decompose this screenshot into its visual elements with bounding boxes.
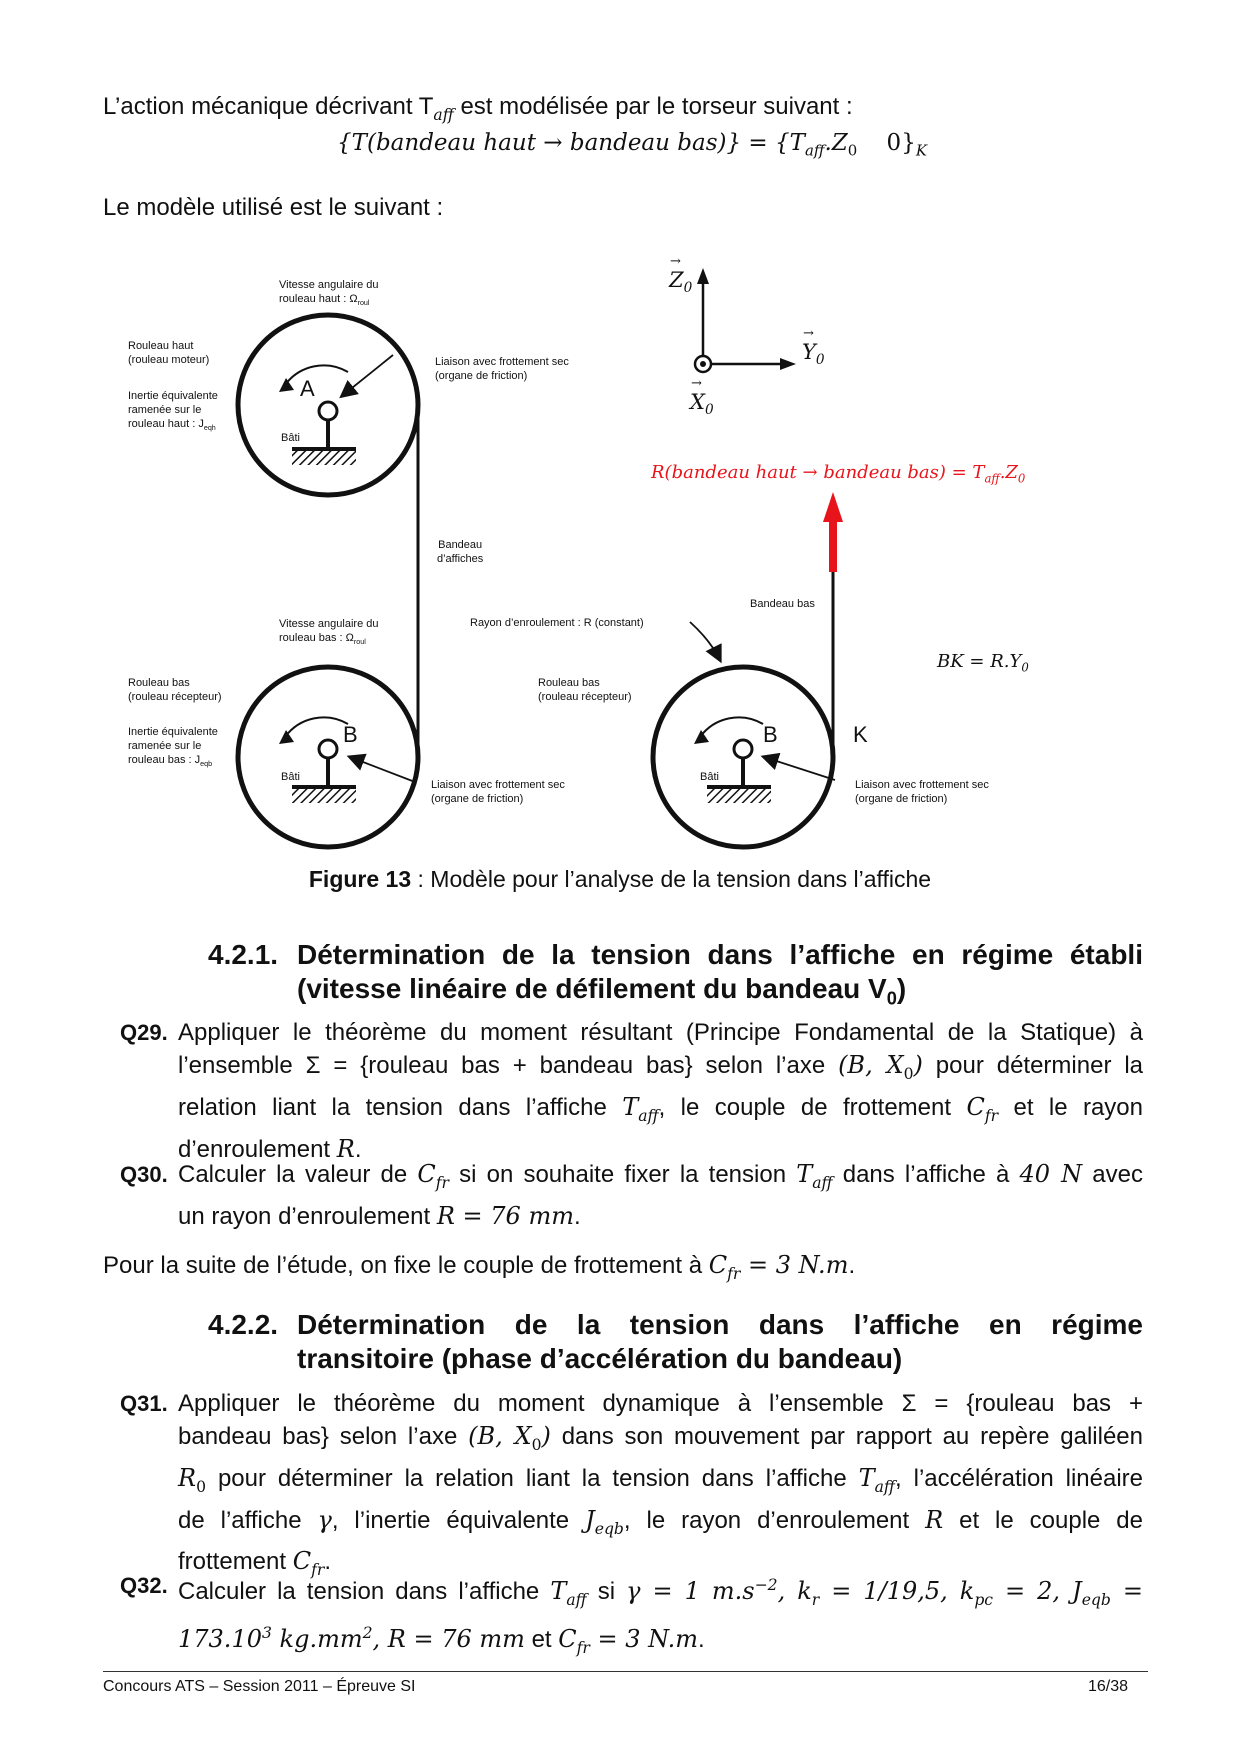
bati-right: Bâti <box>700 771 719 783</box>
torseur-equation: {T(bandeau haut → bandeau $bas)\} = \{T_{aff}.Z_0$ $0\}_K$ <box>337 130 927 160</box>
section-title-2b: transitoire (phase d’accélération du bandeau) <box>297 1343 903 1374</box>
bati-bas: Bâti <box>281 771 300 783</box>
footer-rule <box>103 1671 1148 1672</box>
q32-text: Calculer la tension dans l’affiche $T_{aff}$ si γ = 1 $m.s^{-2}$, $k_r = 1/19,5$, $k_{pc} = 2$, $J_{eqb}$ = $173.10^3$ $kg.mm^2$, R = 76 mm et $C_{fr} = 3$ N.m. <box>178 1576 1144 1657</box>
rayon-label: Rayon d’enroulement : R (constant) <box>470 617 644 629</box>
bati-hatch <box>292 451 356 465</box>
vit-haut-label: Vitesse angulaire du rouleau haut : $\Omega_{roul}$ <box>279 279 379 308</box>
point-k: K <box>853 722 868 747</box>
bandeau-label: Bandeau d’affiches <box>437 539 484 565</box>
section-number-1: 4.2.1. <box>208 939 279 970</box>
force-arrow-shaft <box>829 520 837 572</box>
rouleau-haut-label: Rouleau haut (rouleau moteur) <box>128 340 210 366</box>
bandeau-bas-label: Bandeau bas <box>750 598 815 610</box>
footer-left: Concours ATS – Session 2011 – Épreuve SI <box>103 1678 416 1695</box>
rouleau-bas-right-label: Rouleau bas (rouleau récepteur) <box>538 677 632 703</box>
intro-line: L’action mécanique décrivant $T_{aff}$ est modélisée par le torseur suivant : <box>103 93 853 124</box>
q30-text: Calculer la valeur de $C_{fr}$ si on souhaite fixer la tension $T_{aff}$ dans l’affiche à 40 N avec un rayon d’enroulement R = 76 mm. <box>178 1160 1143 1230</box>
axis-z-label: Z → $_0$ <box>669 254 693 297</box>
point-b-right: B <box>763 722 778 747</box>
model-line: Le modèle utilisé est le suivant : <box>103 194 444 221</box>
figure-caption: Figure 13 : Modèle pour l’analyse de la tension dans l’affiche <box>308 866 932 892</box>
rotation-arrow-haut <box>285 365 348 385</box>
bk-label: BK = $R.Y_0$ <box>937 651 1029 675</box>
force-arrow-head <box>823 492 843 522</box>
liaison-haut-label: Liaison avec frottement sec (organe de friction) <box>435 356 569 382</box>
q31-number: Q31. <box>120 1391 168 1416</box>
liaison-right-label: Liaison avec frottement sec (organe de friction) <box>855 779 989 805</box>
footer-page: 16/38 <box>1088 1678 1129 1695</box>
axis-x-label: X → $_0$ <box>690 376 714 419</box>
q29-number: Q29. <box>120 1020 168 1045</box>
suite-line: Pour la suite de l’étude, on fixe le couple de frottement à $C_{fr} = 3$ N.m. <box>103 1251 856 1283</box>
q32-number: Q32. <box>120 1573 168 1598</box>
inertie-bas-label: Inertie équivalente ramenée sur le rouleau bas : $J_{eqb}$ <box>128 726 218 769</box>
bati-haut: Bâti <box>281 432 300 444</box>
point-a: A <box>300 376 315 401</box>
q31-text: Appliquer le théorème du moment dynamique à l’ensemble Σ = {rouleau bas + bandeau bas} selon l’axe (B, $X_0$) dans son mouvement par rapport au repère galiléen $R_0$ pour déterminer la relation liant la tension dans l’affiche $T_{aff}$, l’accélération linéaire de l’affiche γ, l’inertie équivalente $J_{eqb}$, le rayon d’enroulement R et le couple de frottement $C_{fr}$. <box>178 1390 1144 1580</box>
pivot-b <box>319 740 337 758</box>
inertie-haut-label: Inertie équivalente ramenée sur le rouleau haut : $J_{eqh}$ <box>128 390 218 433</box>
pivot-a <box>319 402 337 420</box>
section-number-2: 4.2.2. <box>208 1309 279 1340</box>
axis-y-label: Y → $_0$ <box>802 326 825 369</box>
liaison-bas-label: Liaison avec frottement sec (organe de friction) <box>431 779 565 805</box>
section-title-1a: Détermination de la tension dans l’affiche en régime établi <box>297 939 1143 970</box>
point-b-left: B <box>343 722 358 747</box>
q29-text: Appliquer le théorème du moment résultant (Principe Fondamental de la Statique) à l’ensemble Σ = {rouleau bas + bandeau bas} selon l’axe (B, $X_0$) pour déterminer la relation liant la tension dans l’affiche $T_{aff}$, le couple de frottement $C_{fr}$ et le rayon d’enroulement R. <box>178 1019 1144 1163</box>
section-title-1b: (vitesse linéaire de défilement du bandeau $V_0$) <box>297 973 907 1009</box>
rouleau-bas-label: Rouleau bas (rouleau récepteur) <box>128 677 222 703</box>
force-label: R(bandeau haut → bandeau $bas) = T_{aff}.Z_0$ <box>651 462 1026 486</box>
section-title-2a: Détermination de la tension dans l’affiche en régime <box>297 1309 1143 1340</box>
rotation-arrow-bas <box>285 717 348 737</box>
q30-number: Q30. <box>120 1162 168 1187</box>
vit-bas-label: Vitesse angulaire du rouleau bas : $\Omega_{roul}$ <box>279 618 379 647</box>
